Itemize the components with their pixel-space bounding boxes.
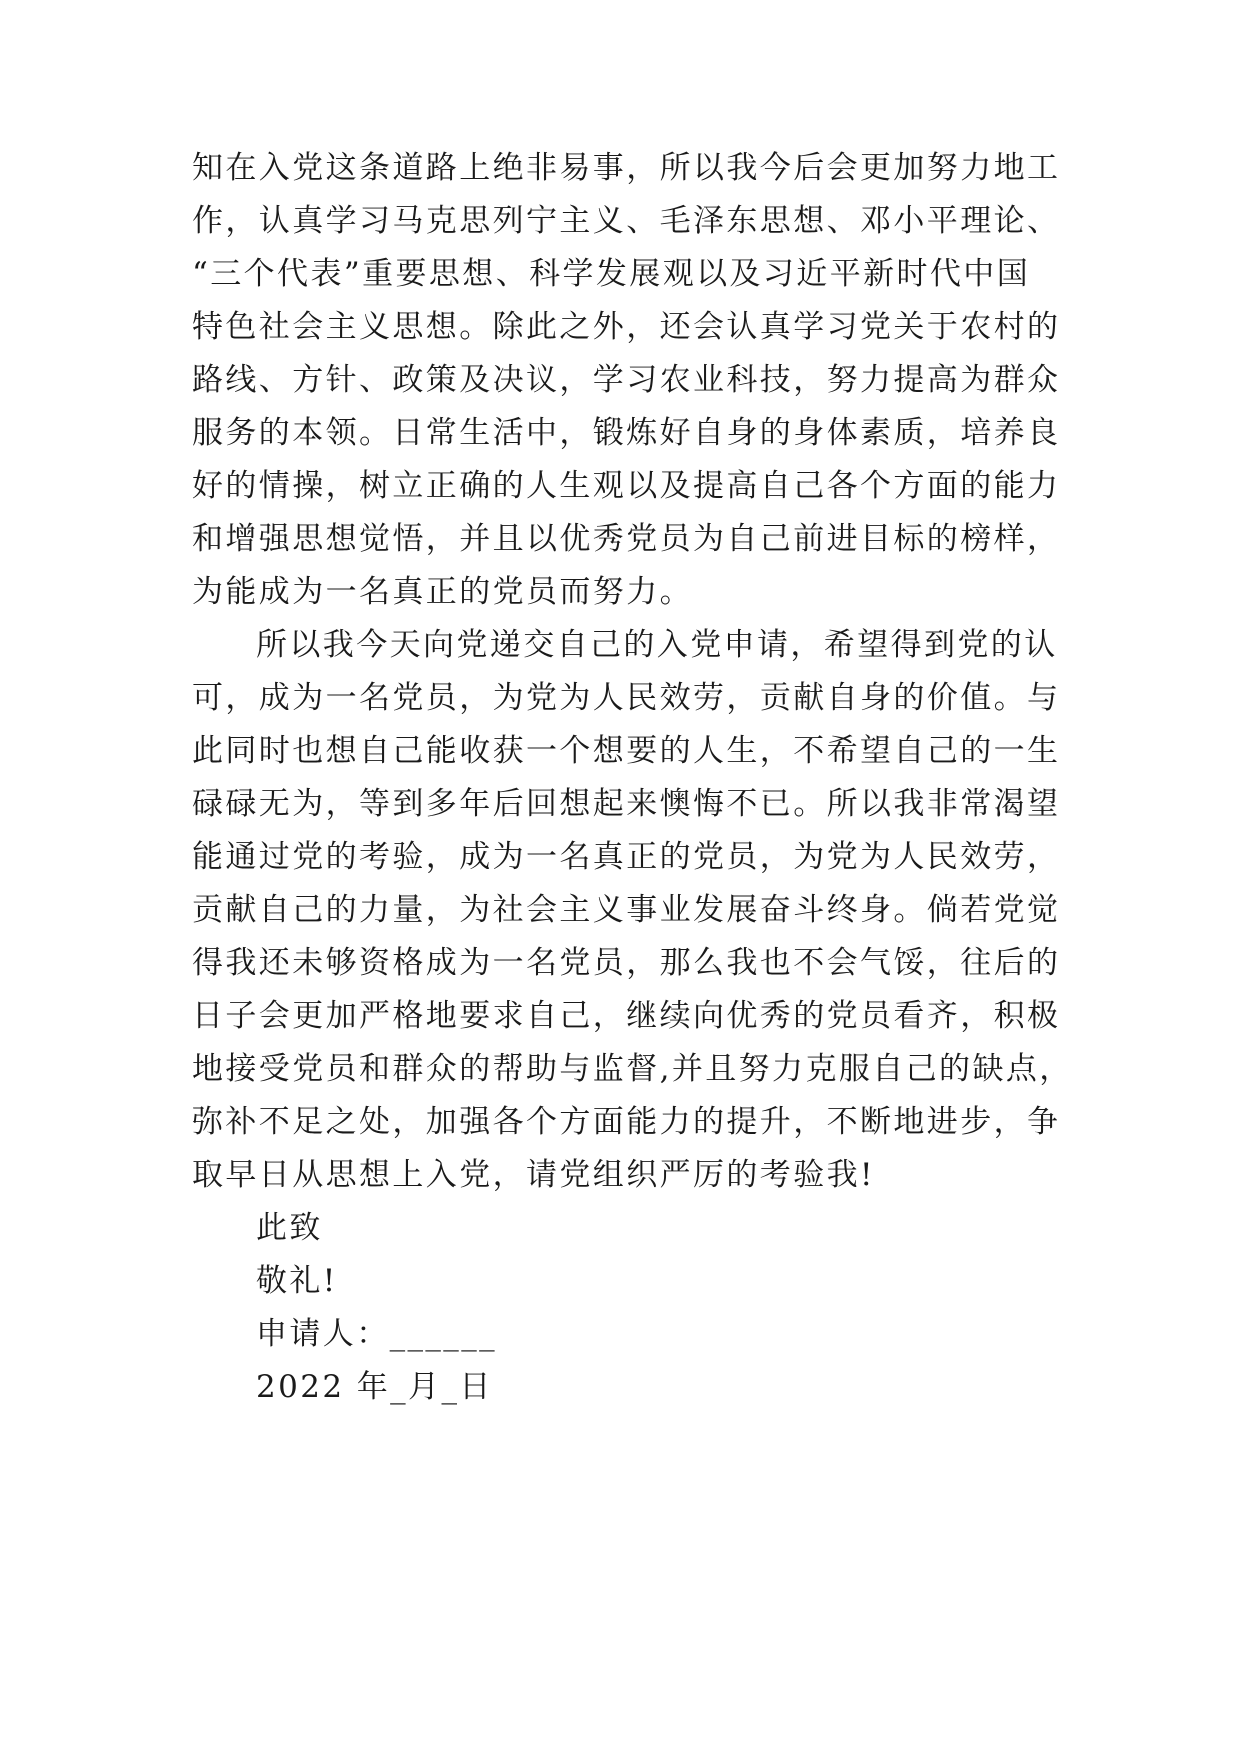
paragraph-first-line: 所以我今天向党递交自己的入党申请，希望得到党的认 (256, 627, 1058, 663)
closing-text: 此致 (256, 1210, 323, 1246)
body-line: 好的情操，树立正确的人生观以及提高自己各个方面的能力 (192, 468, 1061, 504)
body-line: 和增强思想觉悟，并且以优秀党员为自己前进目标的榜样， (192, 521, 1061, 557)
body-line: “三个代表”重要思想、科学发展观以及习近平新时代中国 (192, 256, 1031, 292)
body-line: 知在入党这条道路上绝非易事，所以我今后会更加努力地工 (192, 150, 1061, 186)
body-line: 特色社会主义思想。除此之外，还会认真学习党关于农村的 (192, 309, 1061, 345)
body-line: 地接受党员和群众的帮助与监督,并且努力克服自己的缺点， (192, 1051, 1073, 1087)
body-line: 贡献自己的力量，为社会主义事业发展奋斗终身。倘若党觉 (192, 892, 1061, 928)
body-line: 此同时也想自己能收获一个想要的人生，不希望自己的一生 (192, 733, 1061, 769)
body-line: 取早日从思想上入党，请党组织严厉的考验我! (192, 1157, 875, 1193)
body-line: 能通过党的考验，成为一名真正的党员，为党为人民效劳， (192, 839, 1061, 875)
salute-text: 敬礼! (256, 1263, 338, 1299)
date-line: 2022 年_月_日 (256, 1369, 493, 1405)
body-line: 碌碌无为，等到多年后回想起来懊悔不已。所以我非常渴望 (192, 786, 1061, 822)
body-line: 服务的本领。日常生活中，锻炼好自身的身体素质，培养良 (192, 415, 1061, 451)
body-line: 可，成为一名党员，为党为人民效劳，贡献自身的价值。与 (192, 680, 1061, 716)
body-line: 弥补不足之处，加强各个方面能力的提升，不断地进步，争 (192, 1104, 1061, 1140)
body-line: 得我还未够资格成为一名党员，那么我也不会气馁，往后的 (192, 945, 1061, 981)
body-line: 路线、方针、政策及决议，学习农业科技，努力提高为群众 (192, 362, 1061, 398)
body-line: 为能成为一名真正的党员而努力。 (192, 574, 693, 610)
body-line: 作，认真学习马克思列宁主义、毛泽东思想、邓小平理论、 (192, 203, 1061, 239)
applicant-line: 申请人：______ (256, 1316, 497, 1352)
body-line: 日子会更加严格地要求自己，继续向优秀的党员看齐，积极 (192, 998, 1061, 1034)
